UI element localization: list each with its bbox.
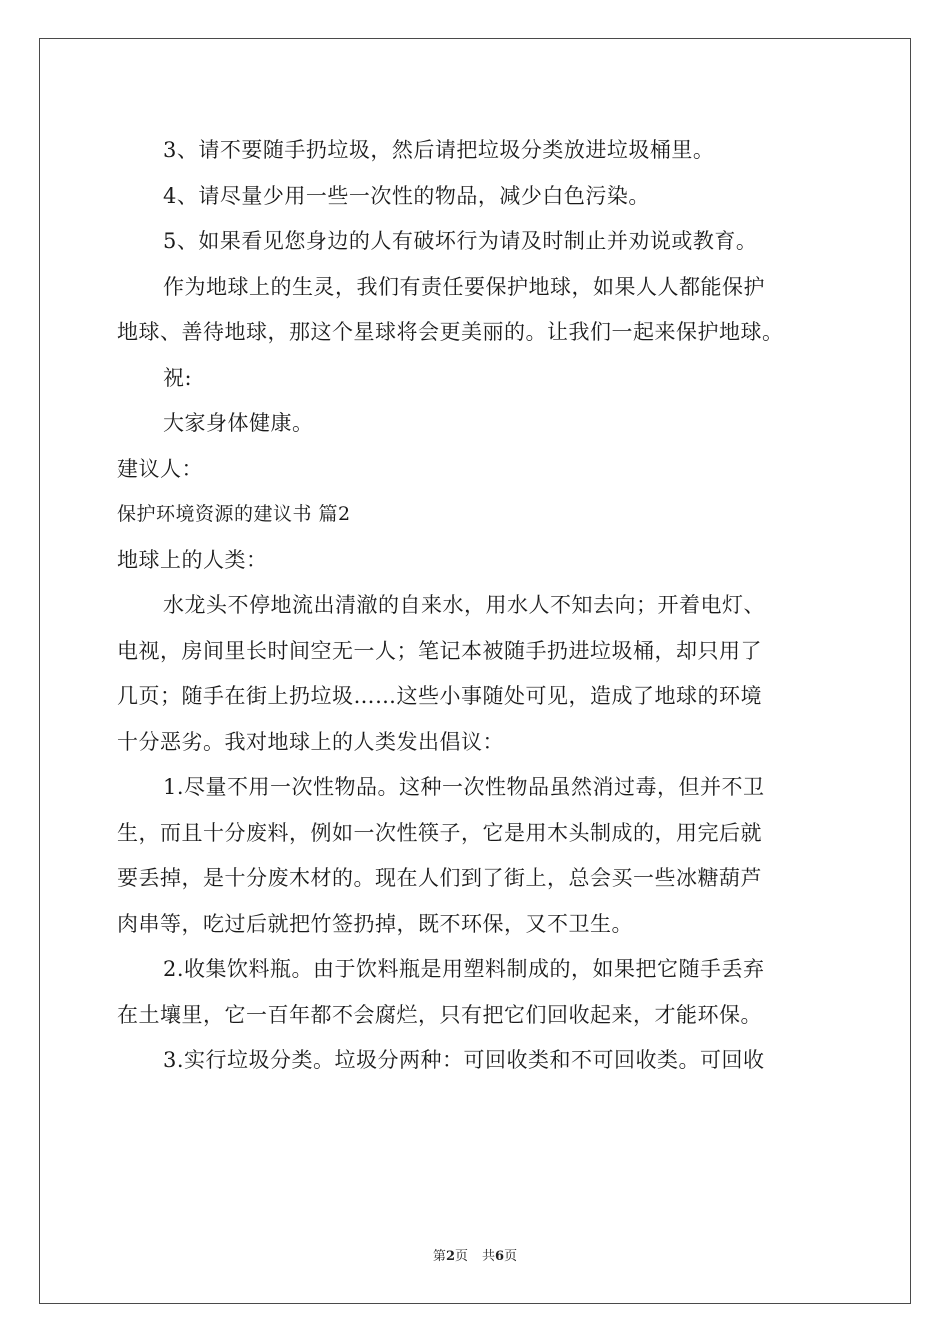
footer-total-suffix: 页 bbox=[504, 1249, 518, 1264]
text-line: 水龙头不停地流出清澈的自来水，用水人不知去向；开着电灯、 bbox=[163, 593, 765, 617]
footer-total-pages: 6 bbox=[495, 1249, 505, 1264]
text-line: 地球、善待地球，那这个星球将会更美丽的。让我们一起来保护地球。 bbox=[117, 320, 784, 344]
section-heading: 保护环境资源的建议书 篇2 bbox=[117, 503, 351, 525]
text-line: 电视，房间里长时间空无一人；笔记本被随手扔进垃圾桶，却只用了 bbox=[117, 638, 762, 663]
text-line: 5、如果看见您身边的人有破坏行为请及时制止并劝说或教育。 bbox=[163, 229, 758, 253]
text-line: 要丢掉，是十分废木材的。现在人们到了街上，总会买一些冰糖葫芦 bbox=[117, 866, 762, 890]
text-line: 地球上的人类： bbox=[117, 547, 268, 572]
text-line: 3、请不要随手扔垃圾，然后请把垃圾分类放进垃圾桶里。 bbox=[163, 138, 715, 162]
footer-page-prefix: 第 bbox=[432, 1249, 446, 1264]
text-line: 作为地球上的生灵，我们有责任要保护地球，如果人人都能保护 bbox=[163, 274, 765, 299]
page-footer bbox=[0, 1245, 950, 1264]
text-line: 生，而且十分废料，例如一次性筷子，它是用木头制成的，用完后就 bbox=[117, 820, 762, 845]
text-line: 2.收集饮料瓶。由于饮料瓶是用塑料制成的，如果把它随手丢弃 bbox=[163, 957, 765, 981]
document-body bbox=[117, 128, 837, 1084]
text-line: 3.实行垃圾分类。垃圾分两种：可回收类和不可回收类。可回收 bbox=[163, 1048, 765, 1072]
footer-total-prefix: 共 bbox=[482, 1249, 496, 1264]
text-line: 4、请尽量少用一些一次性的物品，减少白色污染。 bbox=[163, 183, 650, 208]
text-line: 在土壤里，它一百年都不会腐烂，只有把它们回收起来，才能环保。 bbox=[117, 1002, 762, 1027]
text-line: 建议人： bbox=[117, 456, 203, 481]
footer-page-suffix: 页 bbox=[454, 1249, 468, 1264]
text-line: 大家身体健康。 bbox=[163, 411, 314, 435]
text-line: 十分恶劣。我对地球上的人类发出倡议： bbox=[117, 729, 504, 754]
text-line: 1.尽量不用一次性物品。这种一次性物品虽然消过毒，但并不卫 bbox=[163, 775, 765, 799]
text-line: 肉串等，吃过后就把竹签扔掉，既不环保，又不卫生。 bbox=[117, 911, 633, 936]
text-line: 几页；随手在街上扔垃圾……这些小事随处可见，造成了地球的环境 bbox=[117, 684, 762, 708]
text-line: 祝: bbox=[163, 365, 193, 390]
footer-page-number: 2 bbox=[445, 1249, 455, 1264]
